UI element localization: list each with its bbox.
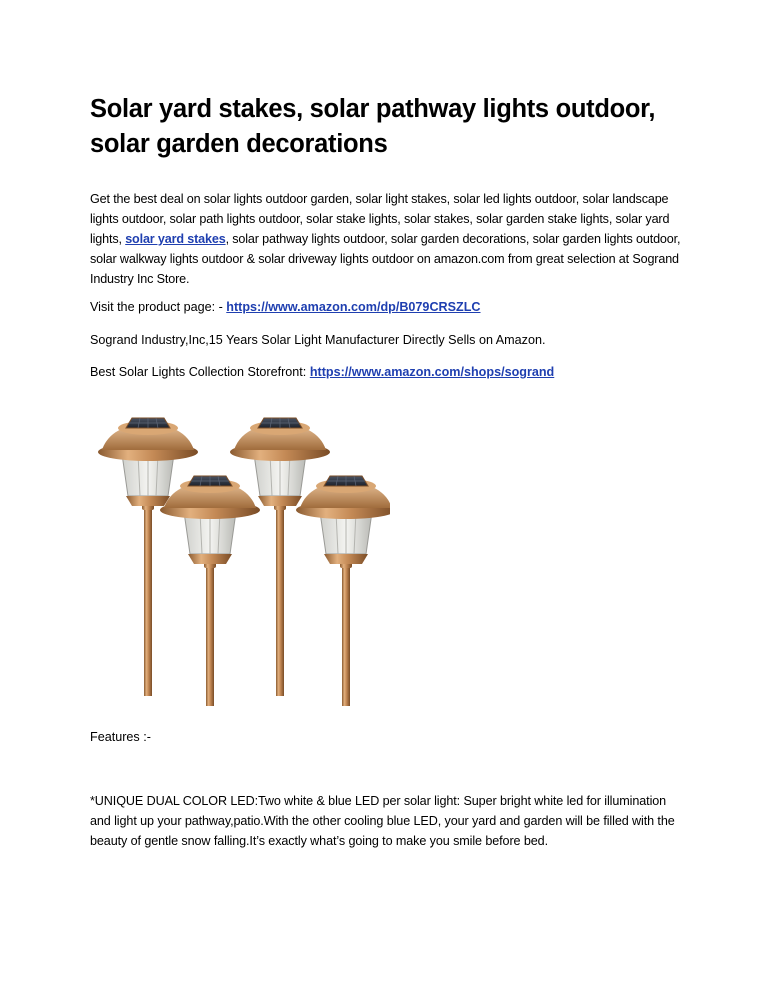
storefront-label: Best Solar Lights Collection Storefront: xyxy=(90,365,310,379)
feature-item: *UNIQUE DUAL COLOR LED:Two white & blue LED per solar light: Super bright white led for illumination and light up your pathway,patio.With the other cooling blue LED, your yard and garden will be filled with the beauty of gentle snow falling.It’s exactly what’s going to make you smile before bed. xyxy=(90,794,675,848)
product-page-link[interactable]: https://www.amazon.com/dp/B079CRSZLC xyxy=(226,300,481,314)
storefront-link[interactable]: https://www.amazon.com/shops/sogrand xyxy=(309,365,555,379)
product-page-line xyxy=(90,297,690,317)
storefront-line xyxy=(90,362,690,382)
solar-yard-stakes-link[interactable]: solar yard stakes xyxy=(125,232,226,246)
intro-text-after: , solar pathway lights outdoor, solar garden decorations, solar garden lights outdoor, solar walkway lights outdoor & solar driveway lights outdoor on amazon.com from great selection at Sogrand Industry Inc Store. xyxy=(90,232,681,286)
solar-stake-lights-image xyxy=(90,396,390,706)
page-title: Solar yard stakes, solar pathway lights outdoor, solar garden decorations xyxy=(90,95,656,158)
intro-paragraph xyxy=(90,189,690,289)
product-page-label: Visit the product page: - xyxy=(90,300,227,314)
manufacturer-line: Sogrand Industry,Inc,15 Years Solar Light Manufacturer Directly Sells on Amazon. xyxy=(90,333,546,347)
intro-text-before: Get the best deal on solar lights outdoor garden, solar light stakes, solar led lights outdoor, solar landscape lights outdoor, solar path lights outdoor, solar stake lights, solar stakes, solar garden stake lights, solar yard lights, xyxy=(90,192,670,246)
features-heading: Features :- xyxy=(90,730,151,744)
